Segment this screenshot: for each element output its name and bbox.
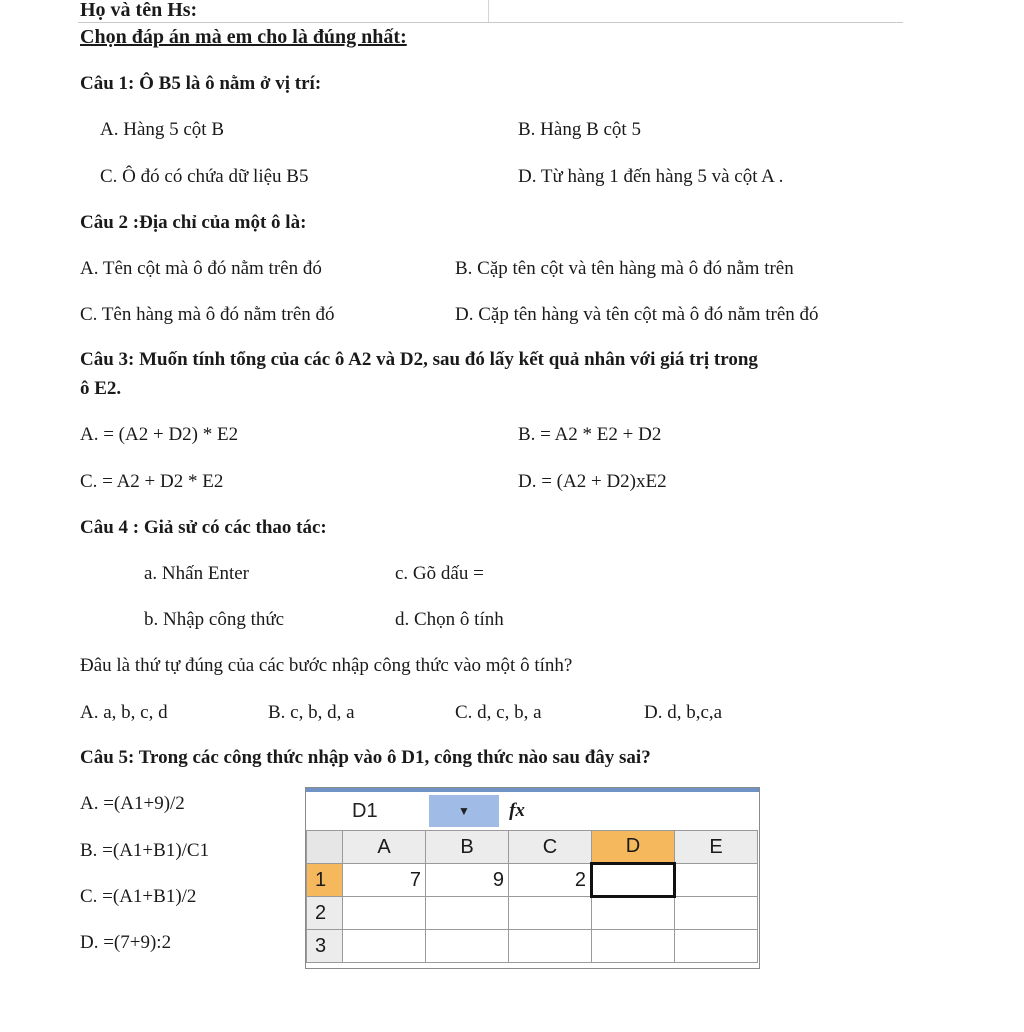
cell-c1[interactable]: 2	[509, 864, 592, 897]
question-3-option-a[interactable]: A. = (A2 + D2) * E2	[80, 424, 239, 445]
question-5-option-c[interactable]: C. =(A1+B1)/2	[80, 886, 197, 907]
cell-b1[interactable]: 9	[426, 864, 509, 897]
question-3-option-c[interactable]: C. = A2 + D2 * E2	[80, 471, 224, 492]
question-4-step-b: b. Nhập công thức	[144, 609, 285, 630]
question-4-option-b[interactable]: B. c, b, d, a	[268, 702, 355, 723]
question-2-option-c[interactable]: C. Tên hàng mà ô đó nằm trên đó	[80, 304, 335, 325]
question-4-prompt: Đâu là thứ tự đúng của các bước nhập công thức vào một ô tính?	[80, 655, 573, 676]
cell-b3[interactable]	[426, 930, 509, 963]
select-all-corner[interactable]	[307, 831, 343, 864]
question-1-option-b[interactable]: B. Hàng B cột 5	[518, 119, 641, 140]
question-4-option-c[interactable]: C. d, c, b, a	[455, 702, 542, 723]
question-1-option-a[interactable]: A. Hàng 5 cột B	[100, 119, 225, 140]
fx-icon[interactable]: fx	[509, 800, 525, 821]
question-3-title-line-1: Câu 3: Muốn tính tổng của các ô A2 và D2, sau đó lấy kết quả nhân với giá trị trong	[80, 349, 758, 370]
formula-bar[interactable]	[534, 795, 756, 827]
cell-c3[interactable]	[509, 930, 592, 963]
spreadsheet-title-bar	[306, 788, 759, 792]
cell-b2[interactable]	[426, 897, 509, 930]
cell-a3[interactable]	[343, 930, 426, 963]
question-4-step-c: c. Gõ dấu =	[395, 563, 484, 584]
question-4-option-d[interactable]: D. d, b,c,a	[644, 702, 723, 723]
question-3-title-line-2: ô E2.	[80, 378, 122, 399]
question-2-option-b[interactable]: B. Cặp tên cột và tên hàng mà ô đó nằm trên	[455, 258, 794, 279]
question-2-option-d[interactable]: D. Cặp tên hàng và tên cột mà ô đó nằm trên đó	[455, 304, 819, 325]
cell-e1[interactable]	[675, 864, 758, 897]
spreadsheet-grid	[306, 830, 758, 963]
question-1-title: Câu 1: Ô B5 là ô nằm ở vị trí:	[80, 73, 322, 94]
cell-d3[interactable]	[592, 930, 675, 963]
name-box-dropdown-icon[interactable]: ▼	[429, 795, 499, 827]
header-column-separator	[488, 0, 489, 22]
question-5-option-a[interactable]: A. =(A1+9)/2	[80, 793, 185, 814]
student-name-label: Họ và tên Hs:	[80, 0, 198, 21]
instruction-heading: Chọn đáp án mà em cho là đúng nhất:	[80, 26, 407, 48]
row-header-1[interactable]: 1	[307, 864, 343, 897]
cell-e2[interactable]	[675, 897, 758, 930]
cell-e3[interactable]	[675, 930, 758, 963]
question-5-option-b[interactable]: B. =(A1+B1)/C1	[80, 840, 210, 861]
question-2-title: Câu 2 :Địa chỉ của một ô là:	[80, 212, 307, 233]
row-header-2[interactable]: 2	[307, 897, 343, 930]
name-box[interactable]: D1	[352, 800, 378, 822]
question-4-step-a: a. Nhấn Enter	[144, 563, 249, 584]
column-header-d[interactable]: D	[592, 831, 675, 864]
cell-a2[interactable]	[343, 897, 426, 930]
question-2-option-a[interactable]: A. Tên cột mà ô đó nằm trên đó	[80, 258, 322, 279]
cell-c2[interactable]	[509, 897, 592, 930]
cell-d2[interactable]	[592, 897, 675, 930]
question-5-title: Câu 5: Trong các công thức nhập vào ô D1, công thức nào sau đây sai?	[80, 747, 651, 768]
question-1-option-d[interactable]: D. Từ hàng 1 đến hàng 5 và cột A .	[518, 166, 784, 187]
question-5-option-d[interactable]: D. =(7+9):2	[80, 932, 172, 953]
column-header-b[interactable]: B	[426, 831, 509, 864]
question-4-title: Câu 4 : Giả sử có các thao tác:	[80, 517, 327, 538]
header-divider	[78, 22, 903, 23]
column-header-a[interactable]: A	[343, 831, 426, 864]
cell-a1[interactable]: 7	[343, 864, 426, 897]
question-3-option-d[interactable]: D. = (A2 + D2)xE2	[518, 471, 667, 492]
cell-d1-selected[interactable]	[592, 864, 675, 897]
question-1-option-c[interactable]: C. Ô đó có chứa dữ liệu B5	[100, 166, 309, 187]
row-header-3[interactable]: 3	[307, 930, 343, 963]
column-header-c[interactable]: C	[509, 831, 592, 864]
question-3-option-b[interactable]: B. = A2 * E2 + D2	[518, 424, 662, 445]
spreadsheet-figure	[305, 787, 760, 969]
question-4-option-a[interactable]: A. a, b, c, d	[80, 702, 168, 723]
question-4-step-d: d. Chọn ô tính	[395, 609, 504, 630]
column-header-e[interactable]: E	[675, 831, 758, 864]
